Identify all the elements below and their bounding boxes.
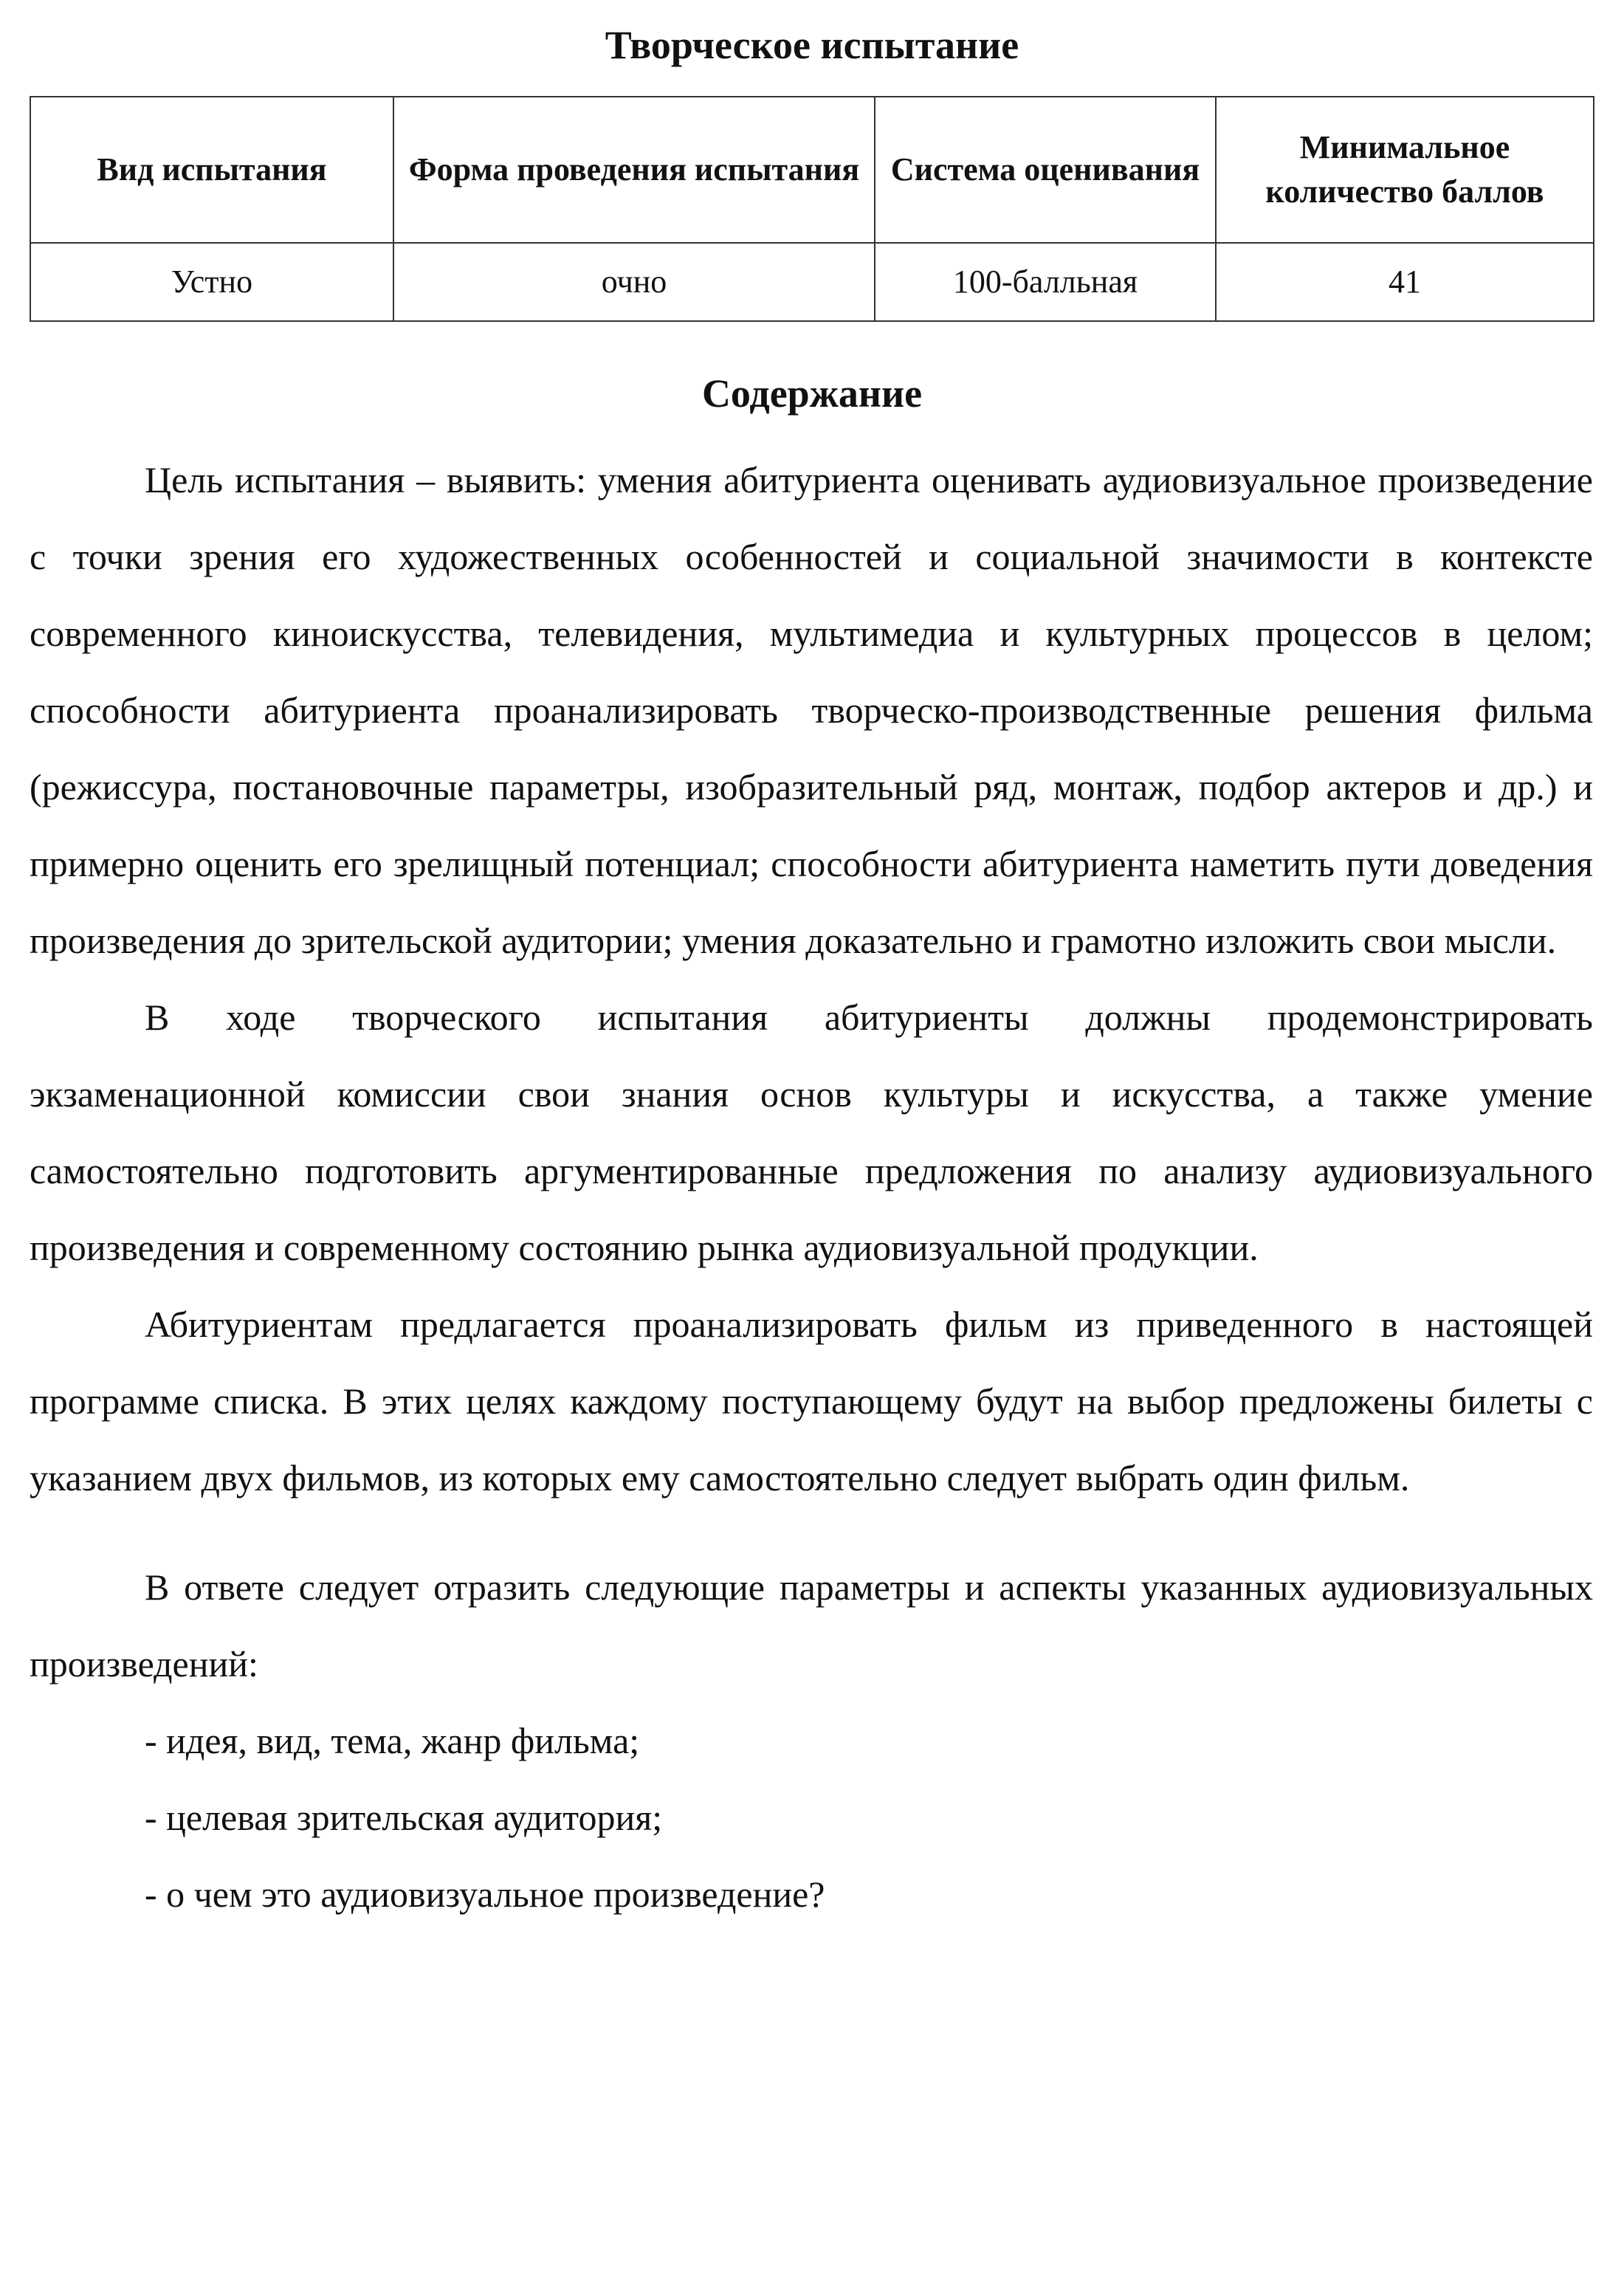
header-min-score: Минимальное количество баллов — [1216, 97, 1594, 243]
header-exam-type: Вид испытания — [30, 97, 393, 243]
exam-info-table — [30, 96, 1594, 322]
content-body — [30, 441, 1593, 1933]
header-exam-form: Форма проведения испытания — [393, 97, 875, 243]
paragraph-answer-aspects: В ответе следует отразить следующие параметры и аспекты указанных аудиовизуальных произведений: — [30, 1566, 1593, 1685]
cell-grading-system: 100-балльная — [875, 243, 1216, 321]
cell-exam-type: Устно — [30, 243, 393, 321]
content-heading: Содержание — [701, 371, 923, 416]
paragraph-goal: Цель испытания – выявить: умения абитуриента оценивать аудиовизуальное произведение с точки зрения его художественных особенностей и социальной значимости в контексте современного киноискусства, телевидения, мультимедиа и культурных процессов в целом; способности абитуриента проанализировать творческо-производственные решения фильма (режиссура, постановочные параметры, изобразительный ряд, монтаж, подбор актеров и др.) и примерно оценить его зрелищный потенциал; способности абитуриента наметить пути доведения произведения до зрительской аудитории; умения доказательно и грамотно изложить свои мысли. — [30, 459, 1593, 961]
header-grading-system: Система оценивания — [875, 97, 1216, 243]
table-row — [30, 243, 1594, 321]
paragraph-procedure: Абитуриентам предлагается проанализировать фильм из приведенного в настоящей программе списка. В этих целях каждому поступающему будут на выбор предложены билеты с указанием двух фильмов, из которых ему самостоятельно следует выбрать один фильм. — [30, 1304, 1593, 1499]
document-title: Творческое испытание — [605, 23, 1019, 67]
table-header-row — [30, 97, 1594, 243]
paragraph-requirements: В ходе творческого испытания абитуриенты должны продемонстрировать экзаменационной комиссии свои знания основ культуры и искусства, а также умение самостоятельно подготовить аргументированные предложения по анализу аудиовизуального произведения и современному состоянию рынка аудиовизуальной продукции. — [30, 997, 1593, 1268]
cell-exam-form: очно — [393, 243, 875, 321]
list-item: - идея, вид, тема, жанр фильма; — [145, 1720, 640, 1761]
cell-min-score: 41 — [1216, 243, 1594, 321]
list-item: - целевая зрительская аудитория; — [145, 1797, 663, 1838]
list-item: - о чем это аудиовизуальное произведение? — [145, 1873, 825, 1915]
